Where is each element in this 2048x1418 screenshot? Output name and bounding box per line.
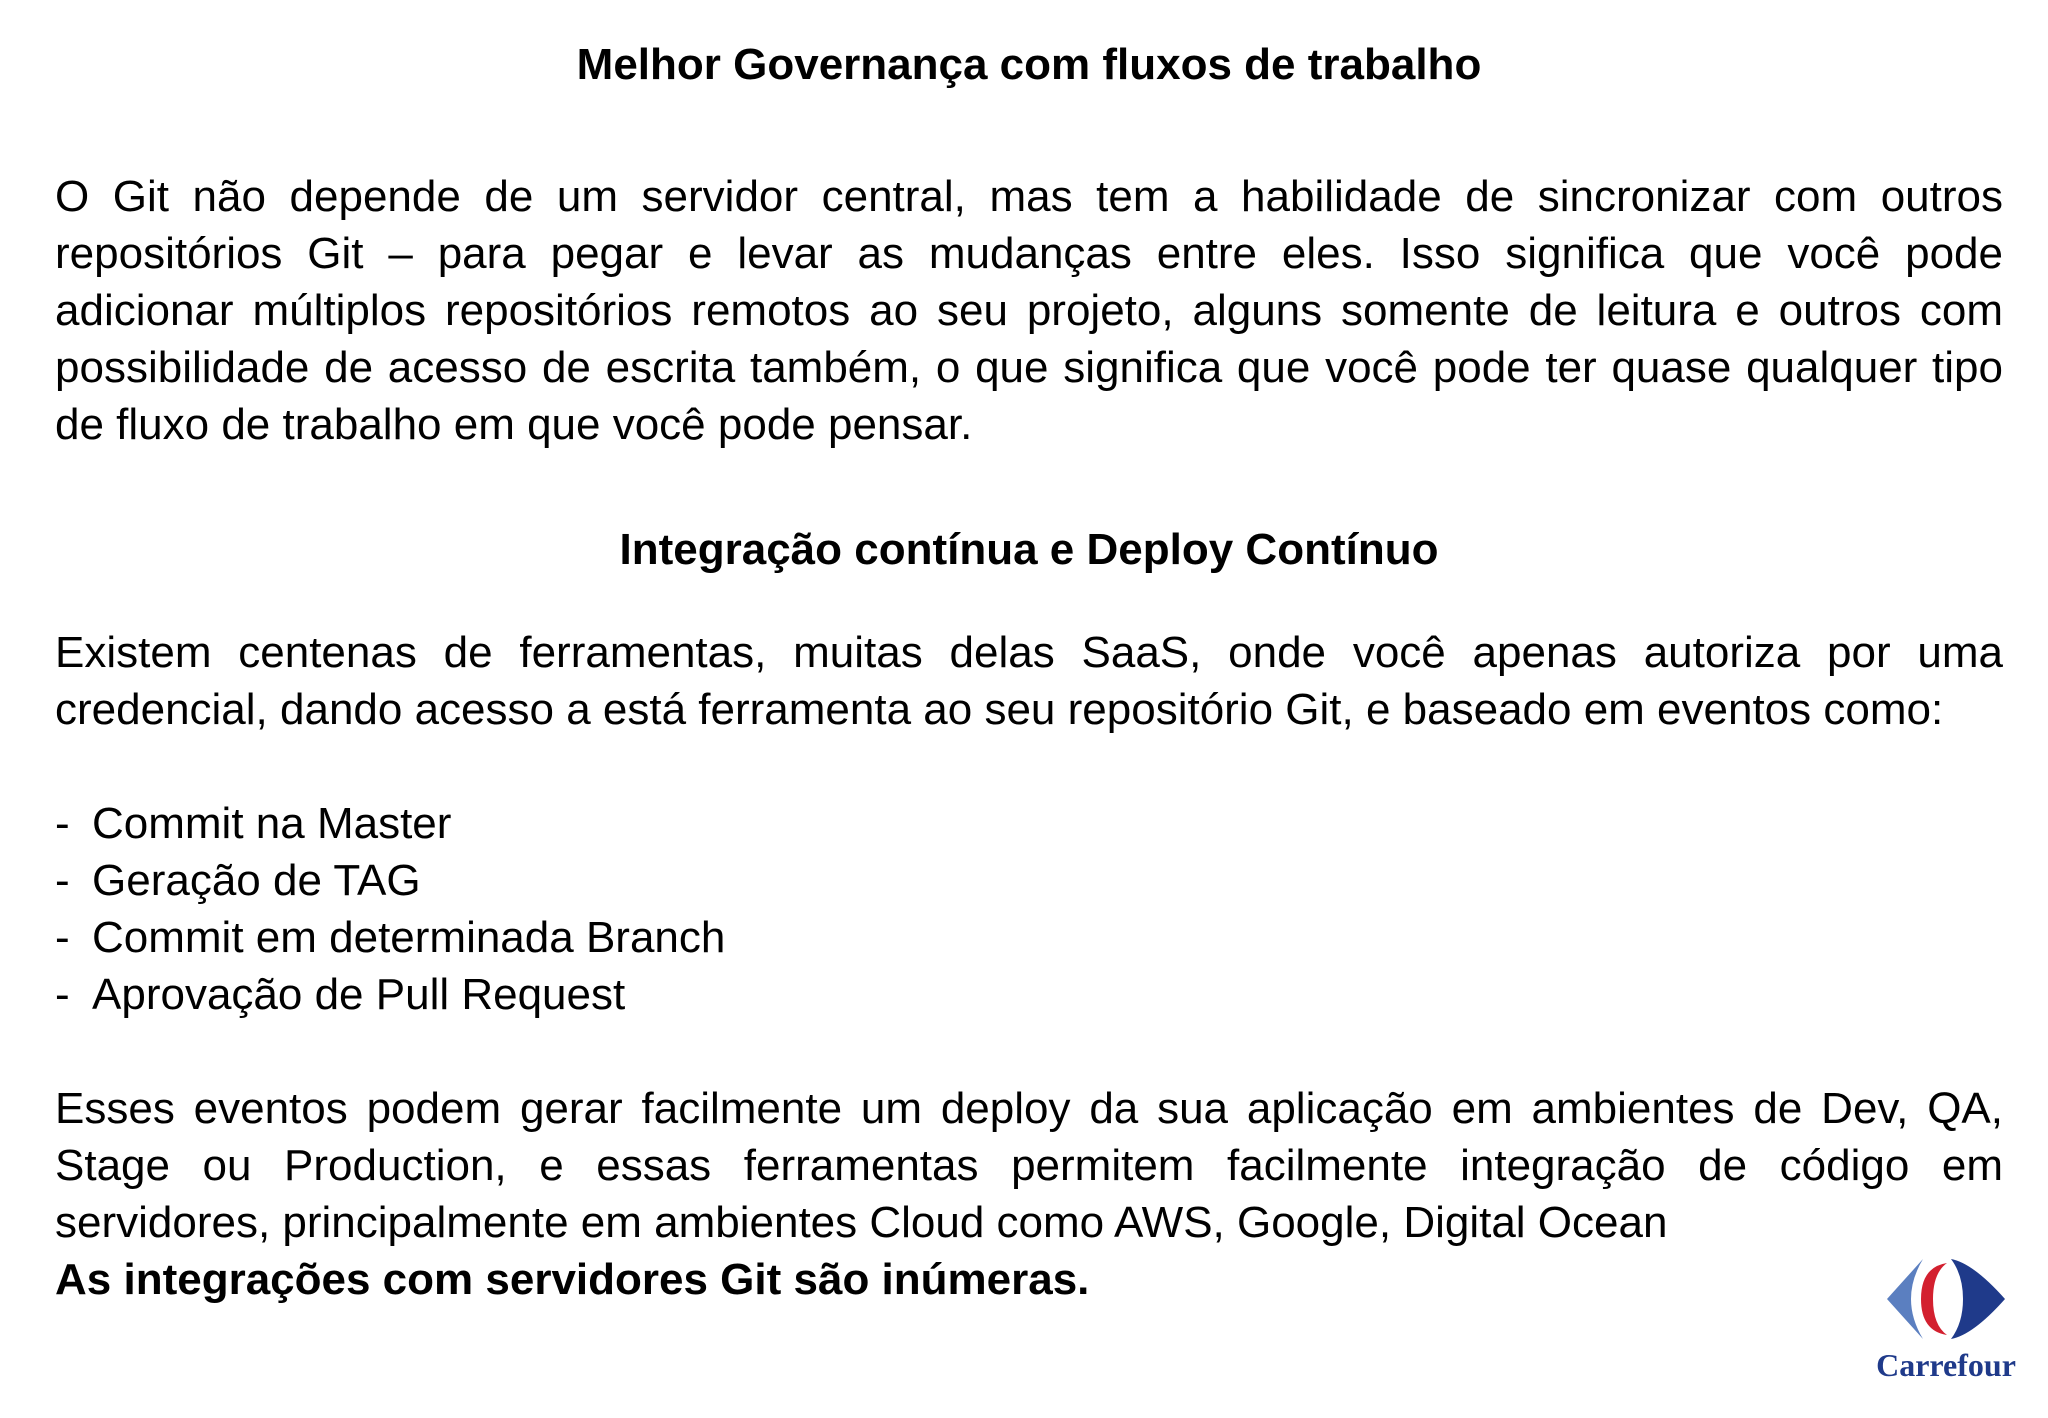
list-item <box>55 909 725 966</box>
bullet-marker: - <box>55 856 70 905</box>
list-item-text: Geração de TAG <box>92 856 421 905</box>
list-item-text: Commit em determinada Branch <box>92 913 726 962</box>
bullet-marker: - <box>55 799 70 848</box>
list-item <box>55 966 725 1023</box>
list-item <box>55 795 725 852</box>
carrefour-logo <box>1866 1253 2026 1393</box>
list-item-text: Aprovação de Pull Request <box>92 970 626 1019</box>
paragraph-governance: O Git não depende de um servidor central, mas tem a habilidade de sincronizar com outros repositórios Git – para pegar e levar as mudanças entre eles. Isso significa que você pode adicionar múltiplos repositórios remotos ao seu projeto, alguns somente de leitura e outros com possibilidade de acesso de escrita também, o que significa que você pode ter quase qualquer tipo de fluxo de trabalho em que você pode pensar. <box>55 172 2003 449</box>
carrefour-logo-icon <box>1881 1253 2011 1345</box>
closing-statement: As integrações com servidores Git são inúmeras. <box>55 1255 1090 1304</box>
bullet-marker: - <box>55 913 70 962</box>
section-title-ci-cd: Integração contínua e Deploy Contínuo <box>619 525 1439 574</box>
section-title-governance: Melhor Governança com fluxos de trabalho <box>576 40 1482 89</box>
slide-page <box>55 0 2003 1418</box>
paragraph-ci-cd-intro: Existem centenas de ferramentas, muitas delas SaaS, onde você apenas autoriza por uma credencial, dando acesso a está ferramenta ao seu repositório Git, e baseado em eventos como: <box>55 628 2003 734</box>
paragraph-ci-cd-deploy: Esses eventos podem gerar facilmente um deploy da sua aplicação em ambientes de Dev, QA, Stage ou Production, e essas ferramentas permitem facilmente integração de código em servidores, principalmente em ambientes Cloud como AWS, Google, Digital Ocean <box>55 1084 2003 1247</box>
bullet-marker: - <box>55 970 70 1019</box>
events-list <box>55 795 725 1023</box>
list-item <box>55 852 725 909</box>
logo-wordmark: Carrefour <box>1876 1347 2016 1383</box>
list-item-text: Commit na Master <box>92 799 452 848</box>
